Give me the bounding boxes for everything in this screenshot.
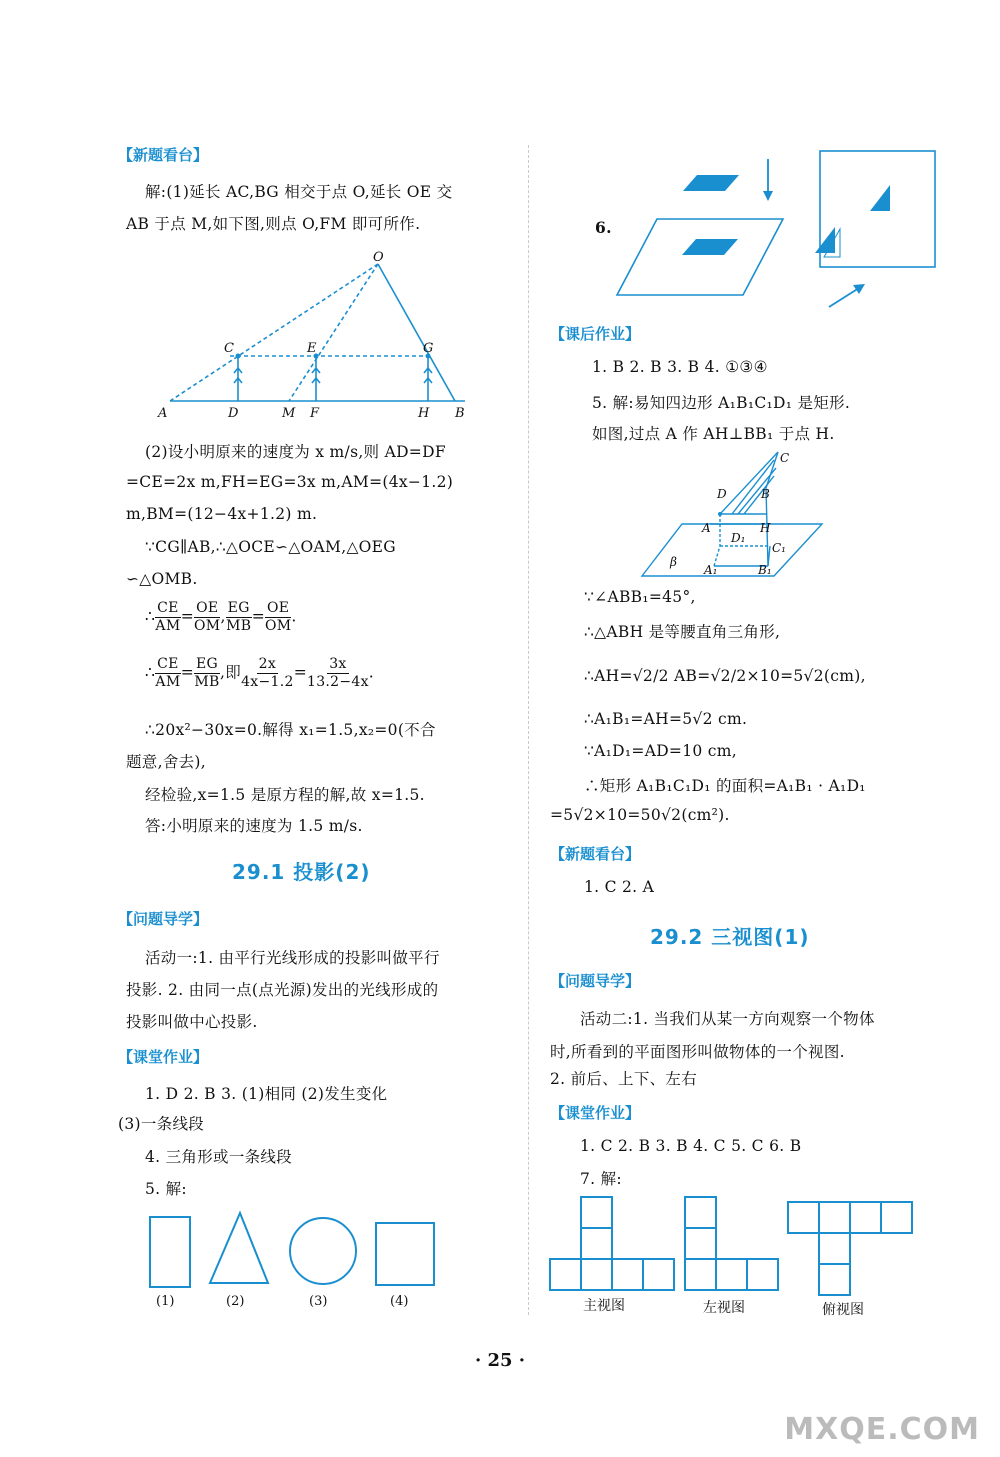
label-H: H (418, 406, 430, 421)
sol-line: ∵A₁D₁=AD=10 cm, (584, 742, 737, 760)
label-E: E (307, 341, 317, 356)
shape-label: (1) (156, 1294, 175, 1309)
activity-line: 投影叫做中心投影. (126, 1013, 258, 1031)
section-title: 29.2 三视图(1) (650, 925, 810, 949)
activity-line: 2. 前后、上下、左右 (550, 1070, 698, 1088)
label-A1: A₁ (704, 563, 718, 577)
sol-line: 解:(1)延长 AC,BG 相交于点 O,延长 OE 交 (145, 183, 453, 201)
label-G: G (423, 341, 434, 356)
sol-line: =CE=2x m,FH=EG=3x m,AM=(4x−1.2) (126, 473, 454, 491)
projection-shapes-figure (140, 1205, 450, 1315)
question-number: 6. (595, 218, 612, 237)
tag-new-question: 【新题看台】 (118, 146, 209, 164)
sol-line: ∴20x²−30x=0.解得 x₁=1.5,x₂=0(不合 (145, 721, 436, 739)
watermark: MXQE.COM (784, 1412, 980, 1447)
sol-line: ∴△ABH 是等腰直角三角形, (584, 623, 781, 641)
answer-line: 1. C 2. B 3. B 4. C 5. C 6. B (580, 1137, 802, 1155)
equation-ratio-1: ∴ $\frac{CE}{AM}$ = $\frac{OE}{OM}$ , $\frac{EG}{MB}$ = $\frac{OE}{OM}$ . (145, 600, 297, 634)
sol-line: ∴AH=√2/2 AB=√2/2×10=5√2(cm), (584, 667, 866, 685)
equation-ratio-2: ∴ $\frac{CE}{AM}$ = $\frac{EG}{MB}$ ,即 $\frac{2x}{4x-1.2}$ = $\frac{3x}{13.2-4x}$ . (145, 656, 375, 690)
sol-line: AB 于点 M,如下图,则点 O,FM 即可所作. (126, 215, 421, 233)
tag-homework: 【课后作业】 (550, 325, 641, 343)
label-M: M (282, 406, 296, 421)
answer-line: 5. 解: (145, 1180, 187, 1198)
section-title: 29.1 投影(2) (232, 860, 371, 884)
label-C1: C₁ (772, 541, 786, 555)
label-beta: β (670, 555, 677, 569)
label-D: D (228, 406, 239, 421)
tag-new-question: 【新题看台】 (550, 845, 641, 863)
sol-line: (2)设小明原来的速度为 x m/s,则 AD=DF (145, 443, 446, 461)
answer-line: 1. C 2. A (584, 878, 655, 896)
shape-label: (2) (226, 1294, 245, 1309)
activity-line: 投影. 2. 由同一点(点光源)发出的光线形成的 (126, 981, 439, 999)
shape-label: (4) (390, 1294, 409, 1309)
inclined-plane-figure (640, 450, 840, 580)
answer-line: 1. D 2. B 3. (1)相同 (2)发生变化 (145, 1085, 388, 1103)
shape-label: (3) (309, 1294, 328, 1309)
answer-line: 7. 解: (580, 1170, 622, 1188)
column-divider (528, 145, 529, 1315)
label-C: C (224, 341, 234, 356)
sol-line: 经检验,x=1.5 是原方程的解,故 x=1.5. (145, 786, 425, 804)
sol-line: ∴A₁B₁=AH=5√2 cm. (584, 710, 748, 728)
sol-line: ∴矩形 A₁B₁C₁D₁ 的面积=A₁B₁ · A₁D₁ (584, 777, 866, 795)
label-C: C (780, 451, 790, 465)
label-F: F (310, 406, 320, 421)
parallel-projection-figure (615, 145, 945, 315)
sol-line: ∽△OMB. (126, 570, 198, 588)
view-label: 左视图 (703, 1300, 745, 1316)
sol-line: ∵∠ABB₁=45°, (584, 588, 696, 606)
tag-problem-guide: 【问题导学】 (550, 972, 641, 990)
activity-line: 时,所看到的平面图形叫做物体的一个视图. (550, 1043, 845, 1061)
page-number: · 25 · (474, 1350, 526, 1371)
label-O: O (373, 250, 384, 265)
triangle-shape (210, 1213, 268, 1283)
sol-line: 题意,舍去), (126, 753, 207, 771)
label-B: B (761, 487, 770, 501)
tag-classwork: 【课堂作业】 (550, 1104, 641, 1122)
answer-line: 1. B 2. B 3. B 4. ①③④ (592, 358, 768, 376)
rectangle-shape (150, 1217, 190, 1287)
activity-line: 活动一:1. 由平行光线形成的投影叫做平行 (145, 949, 440, 967)
sol-line: m,BM=(12−4x+1.2) m. (126, 505, 318, 523)
answer-line: 如图,过点 A 作 AH⊥BB₁ 于点 H. (592, 425, 835, 443)
sol-line: 答:小明原来的速度为 1.5 m/s. (145, 817, 363, 835)
label-H: H (760, 521, 771, 535)
sol-line: ∵CG∥AB,∴△OCE∽△OAM,△OEG (145, 538, 396, 556)
label-D: D (717, 487, 727, 501)
answer-line: (3)一条线段 (118, 1115, 205, 1133)
view-label: 主视图 (583, 1298, 625, 1314)
answer-line: 5. 解:易知四边形 A₁B₁C₁D₁ 是矩形. (592, 394, 851, 412)
activity-line: 活动二:1. 当我们从某一方向观察一个物体 (580, 1010, 875, 1028)
label-A: A (702, 521, 711, 535)
tag-classwork: 【课堂作业】 (118, 1048, 209, 1066)
label-B1: B₁ (758, 563, 772, 577)
answer-line: 4. 三角形或一条线段 (145, 1148, 293, 1166)
three-views-figure (545, 1195, 920, 1325)
circle-shape (290, 1218, 356, 1284)
tag-problem-guide: 【问题导学】 (118, 910, 209, 928)
view-label: 俯视图 (822, 1302, 864, 1318)
label-D1: D₁ (731, 531, 746, 545)
triangle-construction-figure (150, 245, 480, 425)
sol-line: =5√2×10=50√2(cm²). (550, 806, 730, 824)
label-A: A (158, 406, 168, 421)
square-shape (376, 1223, 434, 1285)
label-B: B (455, 406, 465, 421)
